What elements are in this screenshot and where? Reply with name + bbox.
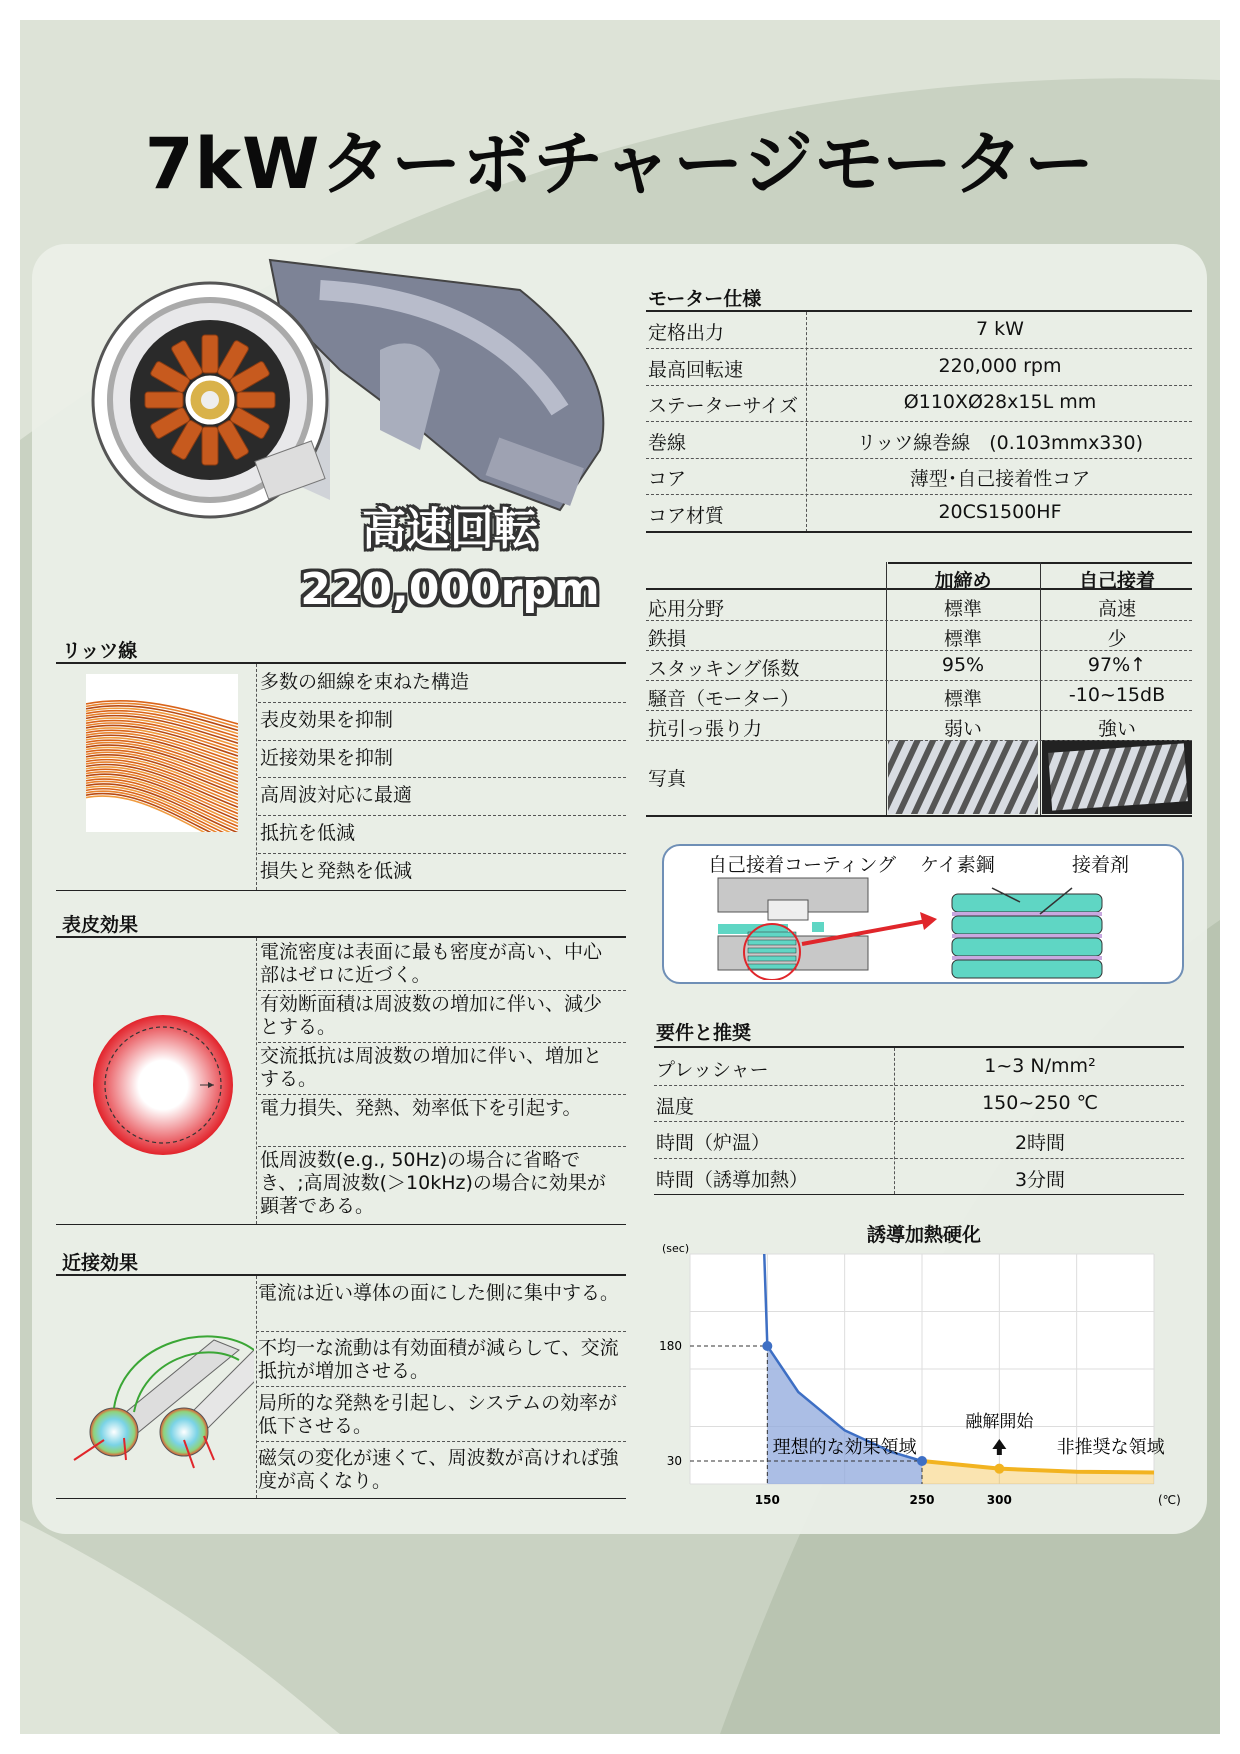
req-value: 1~3 N/mm² <box>984 1055 1096 1077</box>
hero-rpm-text <box>270 500 630 620</box>
y-tick-label: 30 <box>666 1454 682 1468</box>
lamination-photos <box>888 740 1192 814</box>
litz-item: 表皮効果を抑制 <box>260 708 394 731</box>
litz-item: 抵抗を低減 <box>260 822 356 845</box>
skin-effect-figure <box>88 1010 238 1160</box>
coating-label: 自己接着コーティング <box>708 854 897 876</box>
adhesive-label: 接着剤 <box>1072 854 1130 876</box>
compare-crimp-value: 標準 <box>943 628 982 650</box>
litz-item: 多数の細線を束ねた構造 <box>260 671 470 693</box>
chart-marker <box>994 1464 1004 1474</box>
litz-title: リッツ線 <box>62 640 138 662</box>
compare-header-crimp: 加締め <box>934 570 992 592</box>
spec-value: 7 kW <box>976 318 1024 340</box>
requirements-title: 要件と推奨 <box>656 1022 752 1044</box>
chart-marker <box>917 1456 927 1466</box>
spec-label: コア材質 <box>648 504 725 527</box>
compare-label: 抗引っ張り力 <box>648 718 763 740</box>
proximity-item: 電流は近い導体の面にした側に集中する。 <box>258 1282 620 1304</box>
compare-label: スタッキング係数 <box>648 658 800 680</box>
req-value: 3分間 <box>1014 1168 1066 1191</box>
skin-title: 表皮効果 <box>62 914 139 936</box>
skin-item: 電力損失、発熱、効率低下を引起す。 <box>260 1097 582 1119</box>
x-tick-label: 300 <box>986 1493 1012 1507</box>
nonrec-region-label: 非推奨な領域 <box>1056 1437 1165 1458</box>
hero-line1: 高速回転 <box>362 504 538 555</box>
req-label: プレッシャー <box>656 1059 769 1081</box>
req-value: 2時間 <box>1014 1132 1066 1154</box>
y-axis-unit: (sec) <box>662 1242 690 1255</box>
litz-item: 近接効果を抑制 <box>260 746 394 769</box>
silicon-steel-label: ケイ素鋼 <box>920 854 995 876</box>
compare-selfbond-value: 高速 <box>1097 598 1136 620</box>
spec-label: 最高回転速 <box>648 358 744 381</box>
compare-label: 応用分野 <box>648 598 725 620</box>
up-arrow-stem <box>997 1448 1002 1455</box>
x-tick-label: 150 <box>754 1493 780 1507</box>
photo-label: 写真 <box>648 768 687 790</box>
req-label: 時間（誘導加熱） <box>656 1168 809 1191</box>
skin-item: 交流抵抗は周波数の増加に伴い、増加とする。 <box>260 1045 603 1090</box>
x-axis-unit: (℃) <box>1158 1493 1181 1507</box>
proximity-item: 磁気の変化が速くて、周波数が高ければ強度が高くなり。 <box>258 1447 619 1492</box>
req-value: 150~250 ℃ <box>982 1091 1098 1114</box>
melt-start-label: 融解開始 <box>965 1412 1034 1432</box>
skin-item: 電流密度は表面に最も密度が高い、中心部はゼロに近づく。 <box>260 941 603 986</box>
compare-selfbond-value: 97%↑ <box>1087 654 1147 676</box>
compare-label: 騒音（モーター） <box>648 688 800 710</box>
compare-crimp-value: 95% <box>941 654 985 676</box>
compare-label: 鉄損 <box>648 628 687 650</box>
litz-item: 損失と発熱を低減 <box>260 860 413 882</box>
skin-item: 低周波数(e.g., 50Hz)の場合に省略でき、;高周波数(＞10kHz)の場合に効果が顕著である。 <box>260 1149 606 1217</box>
cure-chart <box>654 1234 1194 1514</box>
compare-crimp-value: 弱い <box>943 718 982 740</box>
compare-header-selfbond: 自己接着 <box>1078 570 1155 592</box>
spec-label: 定格出力 <box>648 322 725 344</box>
ideal-region-label: 理想的な効果領域 <box>772 1437 917 1458</box>
spec-value: リッツ線巻線 (0.103mmx330) <box>857 431 1143 454</box>
chart-title: 誘導加熱硬化 <box>866 1224 981 1246</box>
compare-crimp-value: 標準 <box>943 688 982 710</box>
litz-item: 高周波対応に最適 <box>260 784 413 807</box>
spec-label: コア <box>648 468 687 490</box>
spec-value: 220,000 rpm <box>938 354 1062 377</box>
spec-label: 巻線 <box>648 431 687 454</box>
req-label: 時間（炉温） <box>656 1132 771 1154</box>
spec-title: モーター仕様 <box>648 288 762 310</box>
spec-value: 20CS1500HF <box>938 500 1062 523</box>
spec-value: Ø110XØ28x15L mm <box>903 391 1097 413</box>
hero-line2: 220,000rpm <box>300 564 600 615</box>
page-title: 7kWターボチャージモーター <box>144 123 1096 205</box>
compare-selfbond-value: 強い <box>1097 718 1136 740</box>
req-label: 温度 <box>656 1095 695 1118</box>
coating-graphic <box>662 844 1180 980</box>
chart-marker <box>762 1341 772 1351</box>
skin-item: 有効断面積は周波数の増加に伴い、減少とする。 <box>260 993 603 1038</box>
litz-wire-photo <box>86 674 238 832</box>
spec-value: 薄型･自己接着性コア <box>909 468 1091 490</box>
proximity-effect-figure <box>64 1320 254 1470</box>
proximity-item: 局所的な発熱を引起し、システムの効率が低下させる。 <box>258 1392 618 1437</box>
x-tick-label: 250 <box>909 1493 935 1507</box>
proximity-item: 不均一な流動は有効面積が減らして、交流抵抗が増加させる。 <box>258 1337 619 1382</box>
y-tick-label: 180 <box>659 1339 682 1353</box>
compare-selfbond-value: -10~15dB <box>1068 684 1166 706</box>
compare-crimp-value: 標準 <box>943 598 982 620</box>
proximity-title: 近接効果 <box>62 1252 139 1274</box>
spec-label: ステーターサイズ <box>648 395 799 417</box>
compare-selfbond-value: 少 <box>1107 628 1127 650</box>
